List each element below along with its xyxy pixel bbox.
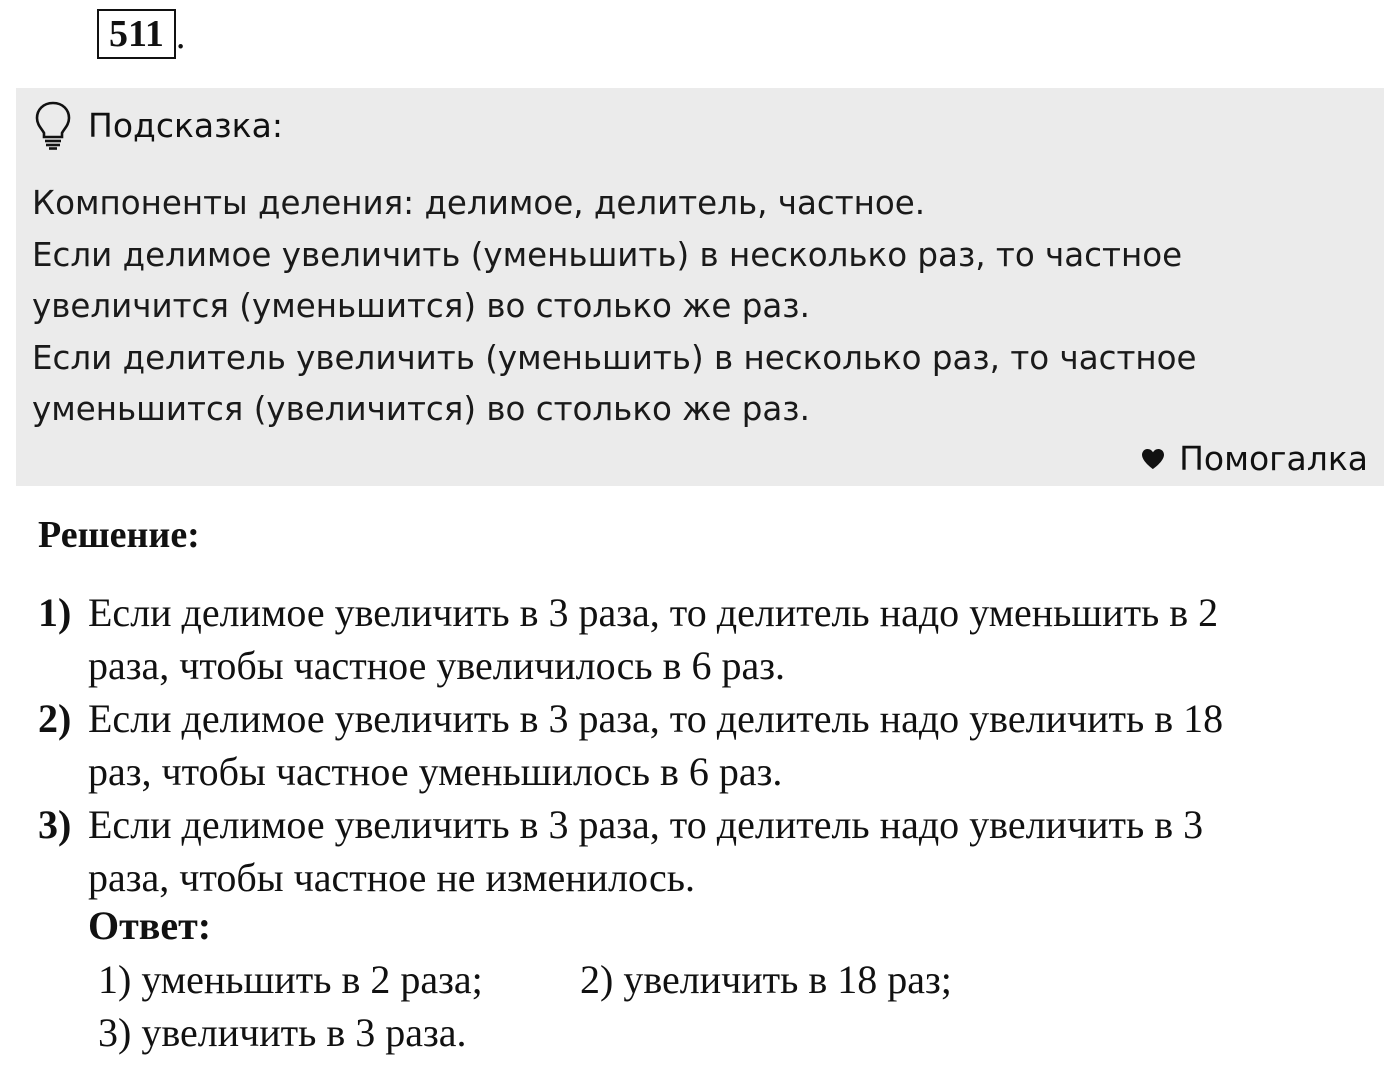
hint-line: увеличится (уменьшится) во столько же раз.: [32, 287, 810, 325]
task-number-dot: .: [175, 15, 186, 57]
hint-line: Компоненты деления: делимое, делитель, частное.: [32, 184, 926, 222]
answer-item: 3) увеличить в 3 раза.: [98, 1010, 467, 1055]
hint-line: Если делимое увеличить (уменьшить) в несколько раз, то частное: [32, 235, 1183, 274]
step-number: 3): [38, 802, 72, 847]
answer-item: 1) уменьшить в 2 раза;: [98, 957, 483, 1002]
heart-icon: [1141, 448, 1165, 470]
hint-line: Если делитель увеличить (уменьшить) в несколько раз, то частное: [32, 338, 1197, 377]
lightbulb-icon: [34, 100, 72, 150]
solution-step: [38, 798, 1368, 904]
hint-body: [32, 178, 1362, 436]
step-number: 1): [38, 590, 72, 635]
hint-header: [34, 100, 283, 150]
hint-panel: [16, 88, 1384, 486]
hint-line: уменьшится (увеличится) во столько же раз.: [32, 390, 810, 428]
step-line: раза, чтобы частное увеличилось в 6 раз.: [88, 643, 786, 688]
answer-item: 2) увеличить в 18 раз;: [580, 957, 952, 1002]
brand-link[interactable]: [1141, 439, 1368, 478]
hint-title: Подсказка:: [88, 105, 283, 145]
step-line: раза, чтобы частное не изменилось.: [88, 855, 695, 900]
brand-label: Помогалка: [1179, 439, 1368, 478]
task-number: [97, 11, 185, 59]
solution-step: [38, 692, 1368, 798]
step-number: 2): [38, 696, 72, 741]
step-line: Если делимое увеличить в 3 раза, то делитель надо увеличить в 18: [88, 696, 1224, 741]
solution-steps: [38, 586, 1368, 904]
step-line: Если делимое увеличить в 3 раза, то делитель надо увеличить в 3: [88, 802, 1204, 847]
step-line: Если делимое увеличить в 3 раза, то делитель надо уменьшить в 2: [88, 590, 1219, 635]
answer-title: Ответ:: [88, 903, 212, 948]
solution-title: Решение:: [38, 514, 200, 556]
step-line: раз, чтобы частное уменьшилось в 6 раз.: [88, 749, 783, 794]
solution-step: [38, 586, 1368, 692]
task-number-box: 511: [97, 9, 176, 59]
